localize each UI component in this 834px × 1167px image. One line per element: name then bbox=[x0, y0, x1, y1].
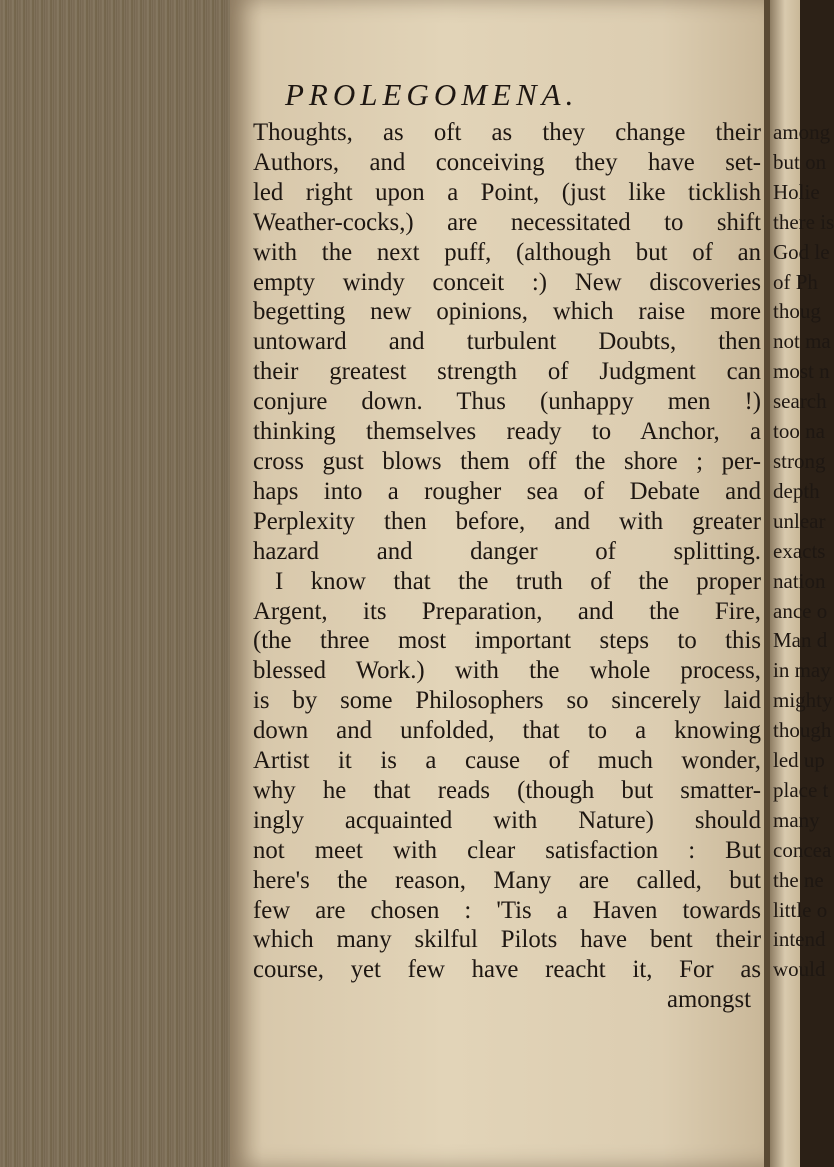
text-line: haps into a rougher sea of Debate and bbox=[253, 477, 761, 505]
facing-page bbox=[770, 0, 834, 1167]
facing-line: Holie bbox=[773, 179, 820, 204]
facing-line: among bbox=[773, 120, 831, 144]
facing-line: strong bbox=[773, 448, 826, 473]
text-line: with the next puff, (although but of an bbox=[253, 238, 761, 266]
facing-line: not ma bbox=[773, 329, 831, 354]
text-line: blessed Work.) with the whole process, bbox=[253, 657, 761, 685]
facing-line: nation bbox=[773, 568, 826, 593]
text-line: course, yet few have reacht it, For as bbox=[253, 956, 761, 984]
facing-line: would bbox=[773, 957, 826, 982]
text-line: here's the reason, Many are called, but bbox=[253, 866, 761, 894]
facing-line: in may bbox=[773, 658, 831, 683]
text-line: Perplexity then before, and with greater bbox=[253, 507, 761, 535]
facing-page-text bbox=[770, 118, 833, 985]
facing-line: mighty bbox=[773, 688, 833, 713]
facing-line: concea bbox=[773, 837, 832, 862]
text-line: begetting new opinions, which raise more bbox=[253, 298, 761, 326]
facing-line: search bbox=[773, 389, 827, 414]
facing-line: Man d bbox=[773, 628, 828, 653]
text-line: which many skilful Pilots have bent their bbox=[253, 926, 761, 954]
text-line: empty windy conceit :) New discoveries bbox=[253, 268, 761, 296]
facing-line: ance o bbox=[773, 598, 828, 623]
facing-line: of Ph bbox=[773, 269, 818, 294]
text-line: untoward and turbulent Doubts, then bbox=[253, 328, 761, 356]
facing-line: little o bbox=[773, 897, 828, 922]
text-line: their greatest strength of Judgment can bbox=[253, 358, 761, 386]
text-line: Weather-cocks,) are necessitated to shift bbox=[253, 208, 761, 236]
text-line: I know that the truth of the proper bbox=[275, 567, 761, 595]
facing-line: thoug bbox=[773, 299, 821, 324]
page-stack-edge bbox=[0, 0, 250, 1167]
text-line: amongst bbox=[666, 986, 751, 1014]
text-line: ingly acquainted with Nature) should bbox=[253, 806, 761, 834]
facing-line: the ne bbox=[773, 867, 824, 892]
facing-line: place t bbox=[773, 777, 829, 802]
facing-line: unlear bbox=[773, 508, 826, 533]
text-line: cross gust blows them off the shore ; per- bbox=[253, 447, 761, 475]
text-line: why he that reads (though but smatter- bbox=[253, 776, 761, 804]
text-line: conjure down. Thus (unhappy men !) bbox=[253, 388, 761, 416]
text-line: Argent, its Preparation, and the Fire, bbox=[253, 597, 761, 625]
text-line: led right upon a Point, (just like ticklish bbox=[253, 178, 761, 206]
facing-line: though bbox=[773, 718, 832, 743]
facing-line: most n bbox=[773, 359, 830, 384]
text-line: hazard and danger of splitting. bbox=[253, 537, 761, 565]
text-line: down and unfolded, that to a knowing bbox=[253, 717, 761, 745]
facing-line: many bbox=[773, 807, 820, 832]
facing-line: but on bbox=[773, 149, 827, 174]
facing-line: there is bbox=[773, 209, 834, 234]
text-line: few are chosen : 'Tis a Haven towards bbox=[253, 896, 761, 924]
text-line: is by some Philosophers so sincerely laid bbox=[253, 687, 761, 715]
facing-line: too na bbox=[773, 419, 825, 444]
text-line: Thoughts, as oft as they change their bbox=[253, 119, 761, 146]
facing-line: depth bbox=[773, 478, 820, 503]
text-line: not meet with clear satisfaction : But bbox=[253, 836, 761, 864]
text-line: (the three most important steps to this bbox=[253, 627, 761, 655]
running-head: PROLEGOMENA. bbox=[285, 77, 579, 112]
facing-line: led up bbox=[773, 748, 825, 773]
text-line: Authors, and conceiving they have set- bbox=[253, 148, 761, 176]
facing-line: intend bbox=[773, 927, 826, 952]
text-line: thinking themselves ready to Anchor, a bbox=[253, 418, 761, 446]
facing-line: exacts bbox=[773, 538, 826, 563]
text-line: Artist it is a cause of much wonder, bbox=[253, 747, 761, 775]
facing-line: God le bbox=[773, 239, 830, 264]
body-text bbox=[253, 118, 761, 1015]
